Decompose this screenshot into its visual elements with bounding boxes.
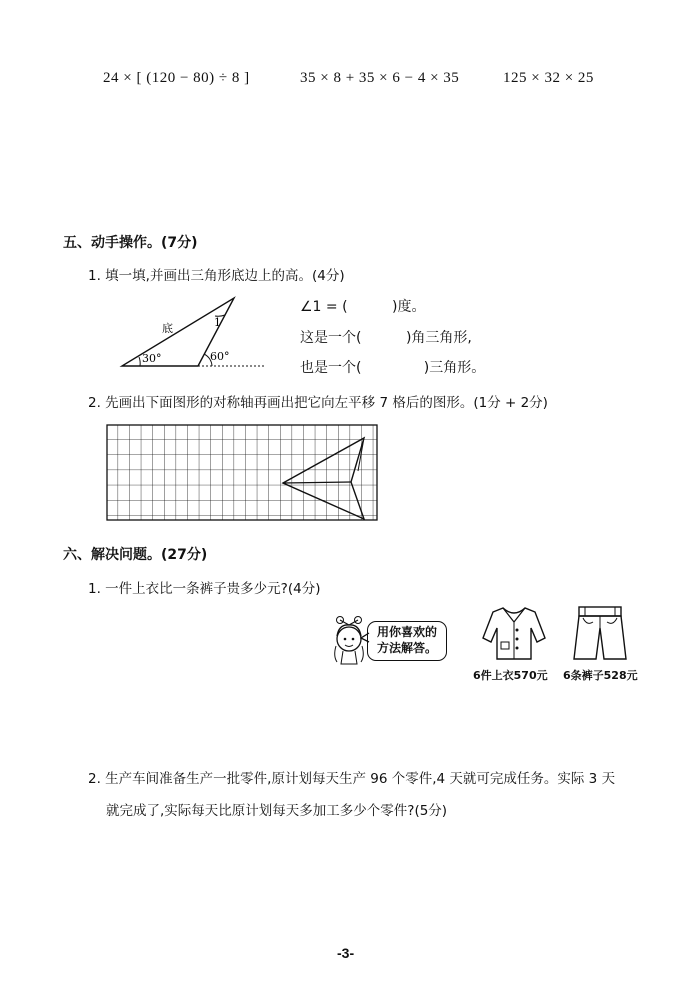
section-5-question-1: 1. 填一填,并画出三角形底边上的高。(4分): [88, 268, 345, 284]
speech-line-1: 用你喜欢的: [377, 625, 438, 639]
fill-in-triangle-class: 也是一个( )三角形。: [300, 360, 486, 376]
section-6-question-2-line-2: 就完成了,实际每天比原计划每天多加工多少个零件?(5分): [106, 803, 448, 819]
page-number: -3-: [337, 945, 355, 961]
section-5-heading: 五、动手操作。(7分): [63, 235, 198, 251]
section-6-question-1: 1. 一件上衣比一条裤子贵多少元?(4分): [88, 581, 321, 597]
pants-price-caption: 6条裤子528元: [563, 669, 638, 682]
grid-paper: [107, 425, 377, 520]
angle-1-label: 1: [214, 316, 221, 329]
section-6-question-2-line-1: 2. 生产车间准备生产一批零件,原计划每天生产 96 个零件,4 天就可完成任务。实际 3 天: [88, 771, 616, 787]
expression-1: 24 × [ (120 − 80) ÷ 8 ]: [103, 70, 250, 86]
angle-30-label: 30°: [142, 352, 162, 365]
triangle-side-label: 底: [162, 322, 173, 335]
section-6-heading: 六、解决问题。(27分): [63, 547, 208, 563]
speech-line-2: 方法解答。: [377, 641, 438, 655]
angle-60-label: 60°: [210, 350, 230, 363]
coat-illustration: [481, 604, 547, 662]
fill-in-triangle-type: 这是一个( )角三角形,: [300, 330, 472, 346]
coat-price-caption: 6件上衣570元: [473, 669, 548, 682]
pants-illustration: [569, 604, 631, 662]
section-5-question-2: 2. 先画出下面图形的对称轴再画出把它向左平移 7 格后的图形。(1分 + 2分): [88, 395, 548, 411]
triangle-figure: [110, 290, 280, 375]
fill-in-angle: ∠1 = ( )度。: [300, 299, 426, 315]
expression-3: 125 × 32 × 25: [503, 70, 594, 86]
speech-bubble: [367, 621, 447, 661]
expression-2: 35 × 8 + 35 × 6 − 4 × 35: [300, 70, 460, 86]
grid-figure: [106, 424, 382, 524]
